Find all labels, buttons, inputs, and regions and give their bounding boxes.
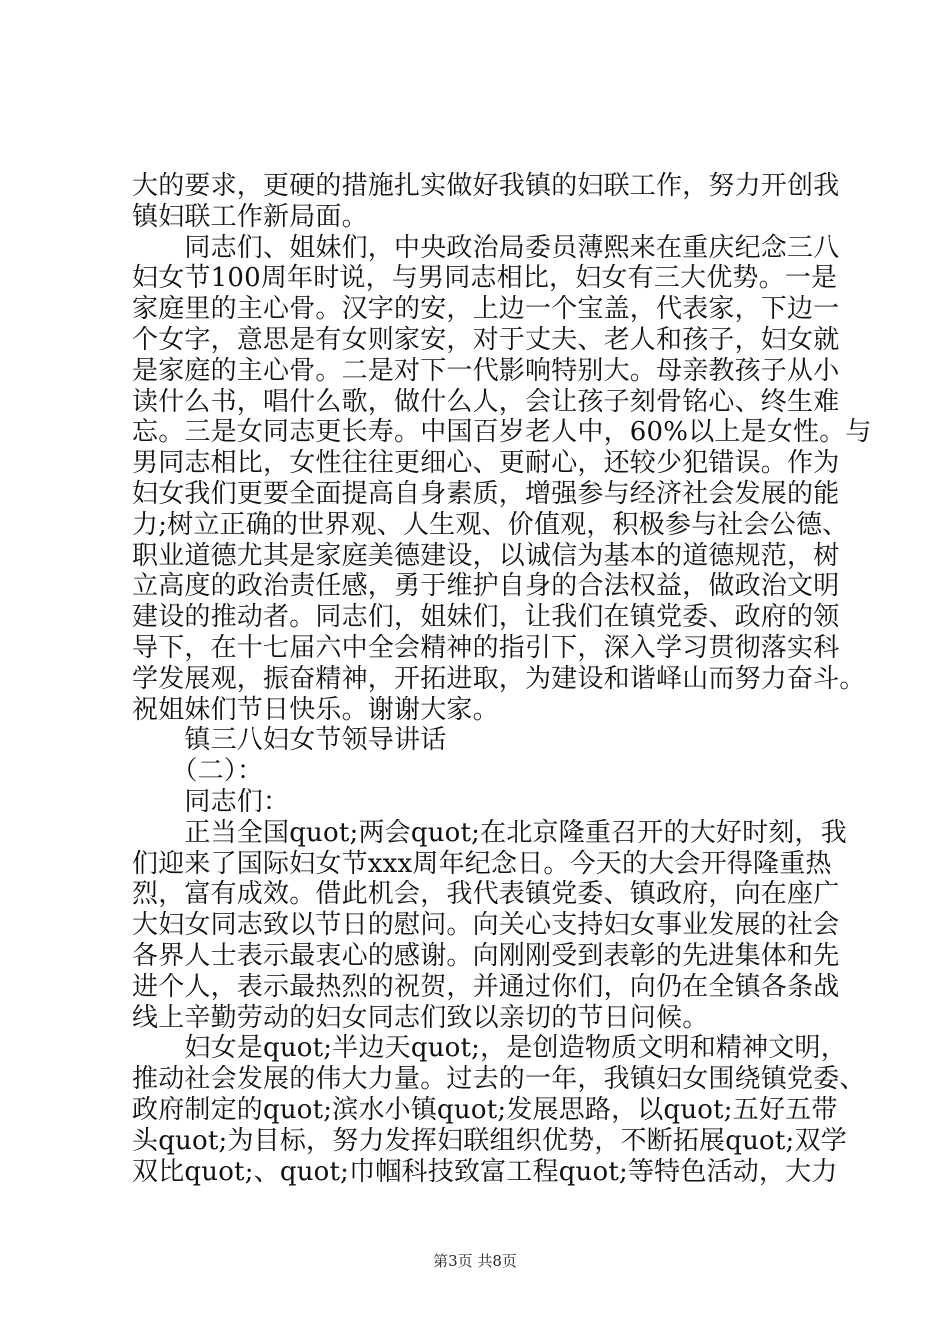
text-line: 政府制定的quot;滨水小镇quot;发展思路，以quot;五好五带	[132, 1094, 838, 1125]
text-line: 们迎来了国际妇女节xxx周年纪念日。今天的大会开得隆重热	[132, 848, 832, 879]
text-line: 大的要求，更硬的措施扎实做好我镇的妇联工作，努力开创我	[132, 171, 840, 201]
text-line: 是家庭的主心骨。二是对下一代影响特别大。母亲教孩子从小	[132, 355, 840, 386]
text-line: 镇妇联工作新局面。	[132, 201, 368, 232]
text-line: 头quot;为目标，努力发挥妇联组织优势，不断拓展quot;双学	[132, 1125, 847, 1156]
text-line: 力;树立正确的世界观、人生观、价值观，积极参与社会公德、	[132, 509, 849, 540]
text-line: 祝姐妹们节日快乐。谢谢大家。	[132, 694, 499, 725]
text-line: 进个人，表示最热烈的祝贺，并通过你们，向仍在全镇各条战	[132, 971, 840, 1002]
section-title: 镇三八妇女节领导讲话	[132, 725, 447, 756]
text-line: 个女字，意思是有女则家安，对于丈夫、老人和孩子，妇女就	[132, 324, 840, 355]
text-line: 忘。三是女同志更长寿。中国百岁老人中，60%以上是女性。与	[132, 417, 872, 448]
text-line: 男同志相比，女性往往更细心、更耐心，还较少犯错误。作为	[132, 448, 840, 479]
text-line: 双比quot;、quot;巾帼科技致富工程quot;等特色活动，大力	[132, 1156, 838, 1187]
text-line: 线上辛勤劳动的妇女同志们致以亲切的节日问候。	[132, 1002, 709, 1033]
text-line: 读什么书，唱什么歌，做什么人，会让孩子刻骨铭心、终生难	[132, 386, 840, 417]
text-line: 妇女是quot;半边天quot;，是创造物质文明和精神文明，	[132, 1033, 847, 1064]
text-line: 家庭里的主心骨。汉字的安，上边一个宝盖，代表家，下边一	[132, 294, 840, 325]
text-line: 立高度的政治责任感，勇于维护自身的合法权益，做政治文明	[132, 571, 840, 602]
section-number: （二）：	[132, 756, 264, 787]
text-line: 大妇女同志致以节日的慰问。向关心支持妇女事业发展的社会	[132, 910, 840, 941]
text-line: 职业道德尤其是家庭美德建设，以诚信为基本的道德规范，树	[132, 540, 840, 571]
text-line: 学发展观，振奋精神，开拓进取，为建设和谐峄山而努力奋斗。	[132, 663, 866, 694]
text-line: 妇女我们更要全面提高自身素质，增强参与经济社会发展的能	[132, 478, 840, 509]
text-line: 烈，富有成效。借此机会，我代表镇党委、镇政府，向在座广	[132, 879, 840, 910]
text-line: 建设的推动者。同志们，姐妹们，让我们在镇党委、政府的领	[132, 602, 840, 633]
salutation: 同志们：	[132, 786, 290, 817]
text-line: 妇女节100周年时说，与男同志相比，妇女有三大优势。一是	[132, 263, 838, 294]
text-line: 推动社会发展的伟大力量。过去的一年，我镇妇女围绕镇党委、	[132, 1064, 866, 1095]
text-line: 正当全国quot;两会quot;在北京隆重召开的大好时刻，我	[132, 817, 847, 848]
text-line: 各界人士表示最衷心的感谢。向刚刚受到表彰的先进集体和先	[132, 940, 840, 971]
text-line: 导下，在十七届六中全会精神的指引下，深入学习贯彻落实科	[132, 632, 840, 663]
text-line: 同志们、姐妹们，中央政治局委员薄熙来在重庆纪念三八	[132, 232, 840, 263]
body-text	[132, 171, 872, 1187]
page-number-footer: 第3页 共8页	[433, 1252, 517, 1270]
